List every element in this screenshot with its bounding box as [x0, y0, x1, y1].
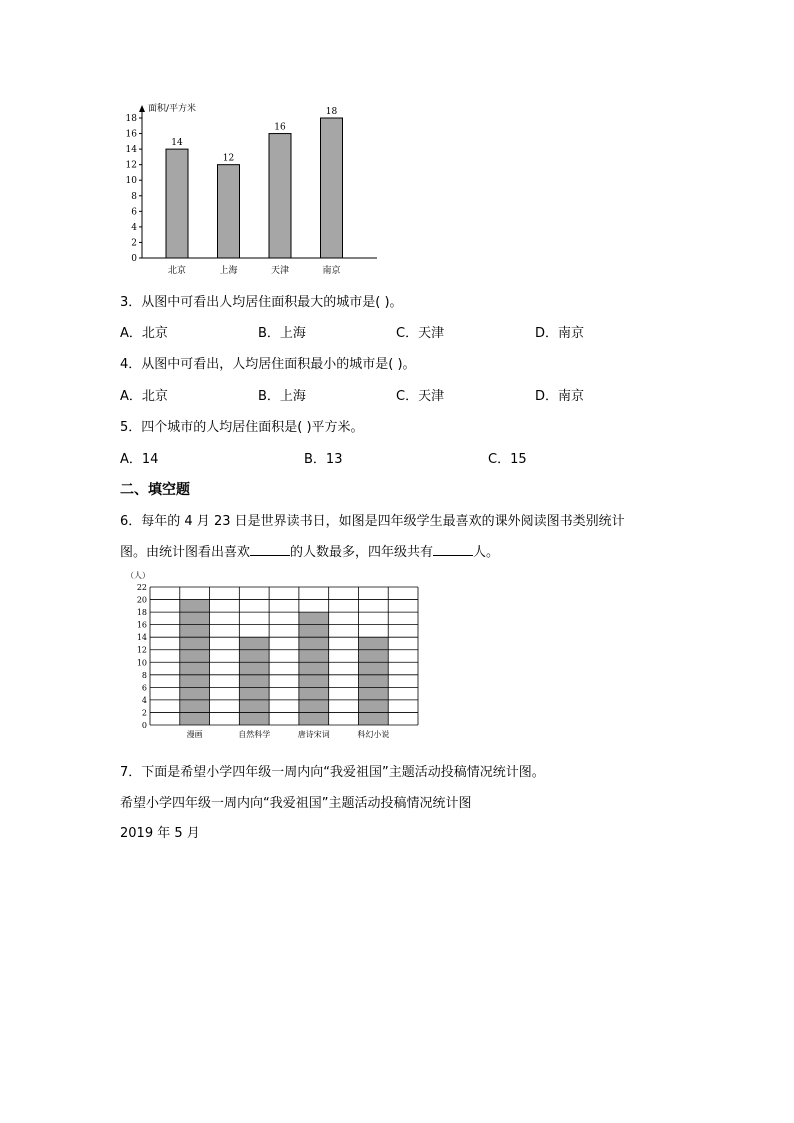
chart1-data-label: 18 — [325, 107, 338, 117]
q3-option-a: A．北京 — [120, 326, 168, 341]
chart2-bar — [358, 637, 388, 725]
reading-category-bar-chart — [118, 567, 424, 743]
chart2-y-tick-label: 2 — [141, 708, 147, 718]
q4-option-b: B．上海 — [258, 389, 306, 404]
chart2-category-label: 漫画 — [186, 730, 203, 739]
chart1-data-label: 12 — [222, 153, 235, 164]
chart2-bar — [299, 612, 329, 725]
question-7-text: 7．下面是希望小学四年级一周内向“我爱祖国”主题活动投稿情况统计图。 — [120, 765, 545, 780]
chart1-category-label: 北京 — [167, 266, 187, 276]
chart1-y-tick-label: 12 — [125, 160, 137, 171]
chart2-y-tick-label: 4 — [141, 695, 147, 705]
chart2-y-tick-label: 16 — [136, 620, 147, 630]
chart2-bar — [239, 637, 269, 725]
q5-option-b: B．13 — [304, 452, 343, 467]
chart1-y-tick-label: 18 — [125, 114, 137, 124]
chart2-category-label: 唐诗宋词 — [297, 730, 330, 739]
chart1-category-label: 天津 — [270, 266, 290, 276]
chart1-bar — [218, 165, 240, 258]
q7-chart-date: 2019 年 5 月 — [120, 826, 200, 841]
chart1-y-tick-label: 10 — [125, 176, 137, 187]
chart2-y-tick-label: 12 — [136, 645, 147, 655]
chart1-data-label: 14 — [171, 138, 183, 149]
q3-option-c: C．天津 — [396, 326, 445, 341]
chart2-y-tick-label: 10 — [136, 658, 147, 668]
q6-text-part-3: 人。 — [473, 545, 500, 560]
q3-option-b: B．上海 — [258, 326, 306, 341]
chart1-y-axis-label: 面积/平方米 — [148, 104, 197, 114]
chart1-category-label: 南京 — [322, 266, 341, 276]
question-6-line-2 — [120, 541, 499, 560]
chart1-bar — [269, 134, 291, 258]
chart1-y-tick-label: 4 — [131, 222, 137, 233]
chart2-y-tick-label: 18 — [136, 608, 147, 618]
chart2-y-tick-label: 20 — [136, 595, 147, 605]
question-5-text: 5．四个城市的人均居住面积是( )平方米。 — [120, 420, 364, 435]
chart2-y-axis-label: （人） — [126, 571, 150, 580]
q6-blank-1[interactable] — [250, 543, 290, 556]
chart1-y-tick-label: 6 — [131, 207, 137, 218]
question-4-text: 4．从图中可看出，人均居住面积最小的城市是( )。 — [120, 357, 416, 372]
chart2-y-tick-label: 8 — [141, 670, 147, 680]
question-6-line-1: 6．每年的 4 月 23 日是世界读书日，如图是四年级学生最喜欢的课外阅读图书类别统计 — [120, 514, 625, 529]
q4-option-a: A．北京 — [120, 389, 168, 404]
question-3-text: 3．从图中可看出人均居住面积最大的城市是( )。 — [120, 295, 403, 310]
chart2-category-label: 科幻小说 — [357, 730, 390, 739]
chart2-category-label: 自然科学 — [238, 730, 271, 739]
chart1-y-tick-label: 14 — [125, 145, 137, 156]
q5-option-a: A．14 — [120, 452, 159, 467]
chart1-y-arrow — [139, 105, 145, 112]
chart2-y-tick-label: 14 — [136, 633, 147, 643]
chart1-bar — [166, 149, 188, 258]
area-bar-chart — [112, 98, 382, 280]
q6-blank-2[interactable] — [433, 543, 473, 556]
chart1-category-label: 上海 — [219, 266, 238, 276]
chart1-y-tick-label: 16 — [125, 129, 137, 140]
q3-option-d: D．南京 — [535, 326, 585, 341]
q6-text-part-2: 的人数最多，四年级共有 — [290, 545, 434, 560]
q5-option-c: C．15 — [488, 452, 527, 467]
chart1-data-label: 16 — [274, 122, 286, 133]
q6-text-part-1: 图。由统计图看出喜欢 — [120, 545, 251, 560]
chart2-y-tick-label: 22 — [136, 583, 147, 592]
chart2-y-tick-label: 0 — [141, 721, 147, 730]
chart1-y-tick-label: 0 — [131, 254, 137, 264]
chart2-y-tick-label: 6 — [141, 683, 147, 693]
q4-option-c: C．天津 — [396, 389, 445, 404]
chart1-y-tick-label: 2 — [131, 238, 137, 249]
chart1-bar — [321, 118, 343, 258]
section-title-fill-in: 二、填空题 — [120, 482, 190, 498]
q4-option-d: D．南京 — [535, 389, 585, 404]
chart1-y-tick-label: 8 — [131, 191, 137, 202]
q7-chart-title: 希望小学四年级一周内向“我爱祖国”主题活动投稿情况统计图 — [120, 796, 472, 811]
